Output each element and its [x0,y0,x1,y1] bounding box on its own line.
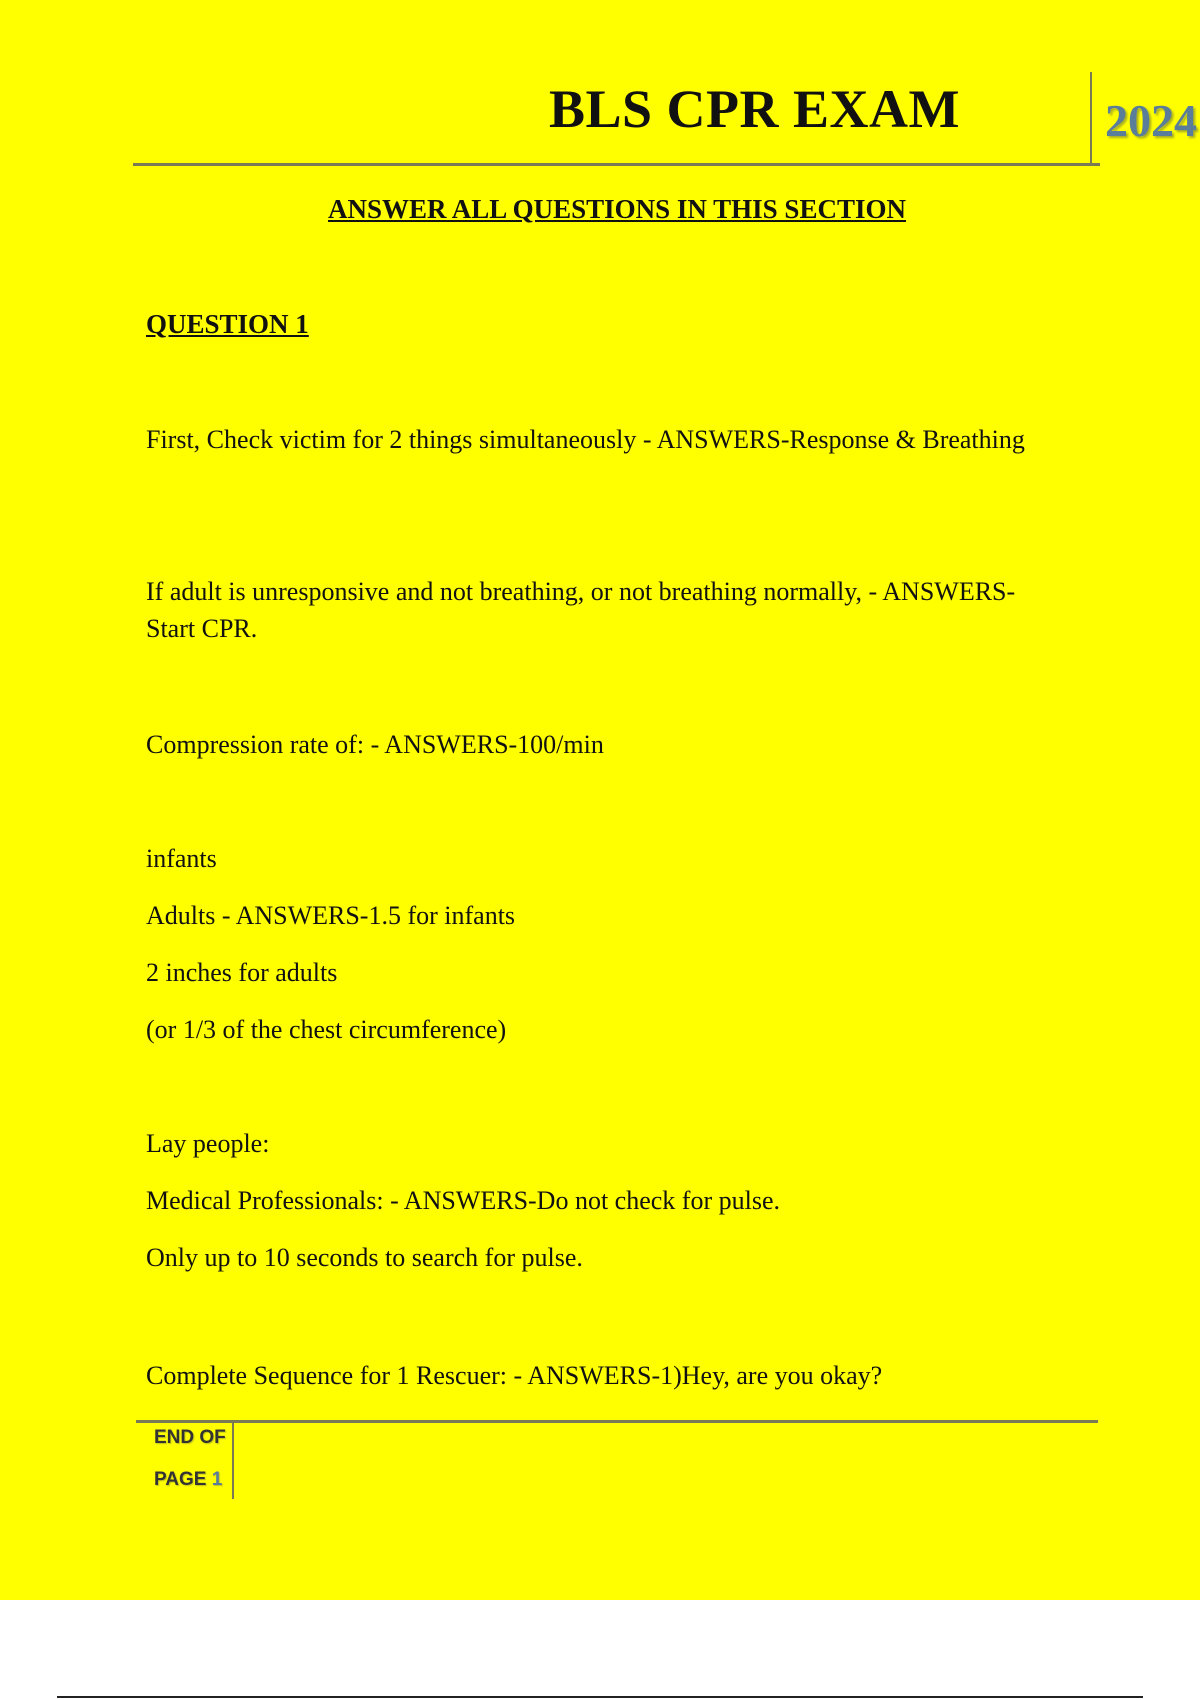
answer-line: Complete Sequence for 1 Rescuer: - ANSWERS-1)Hey, are you okay? [146,1361,883,1390]
footer-page-word: PAGE [154,1469,207,1490]
answer-line: Lay people: [146,1129,270,1158]
answer-line: If adult is unresponsive and not breathing, or not breathing normally, - ANSWERS-Start CPR. [146,577,1016,643]
answer-line: (or 1/3 of the chest circumference) [146,1015,507,1044]
footer-page-label [154,1470,222,1489]
exam-title: BLS CPR EXAM [548,79,960,139]
footer-rule [136,1420,1098,1423]
header-divider [1090,72,1092,164]
footer-divider [232,1421,234,1499]
exam-year: 2024 [1105,95,1197,146]
answer-line: 2 inches for adults [146,958,338,987]
section-heading: ANSWER ALL QUESTIONS IN THIS SECTION [328,194,906,224]
question-heading: QUESTION 1 [146,309,309,339]
bottom-rule [57,1696,1143,1698]
page-header [133,72,1197,164]
header-rule [133,163,1100,166]
answer-line: Compression rate of: - ANSWERS-100/min [146,730,604,759]
footer-end-of: END OF [154,1427,226,1448]
answer-line: Only up to 10 seconds to search for pulse. [146,1243,583,1272]
footer-page-number: 1 [211,1469,223,1490]
answer-line: infants [146,844,217,873]
answer-line: Medical Professionals: - ANSWERS-Do not check for pulse. [146,1186,781,1215]
answer-line: First, Check victim for 2 things simultaneously - ANSWERS-Response & Breathing [146,425,1025,454]
answer-line: Adults - ANSWERS-1.5 for infants [146,901,516,930]
